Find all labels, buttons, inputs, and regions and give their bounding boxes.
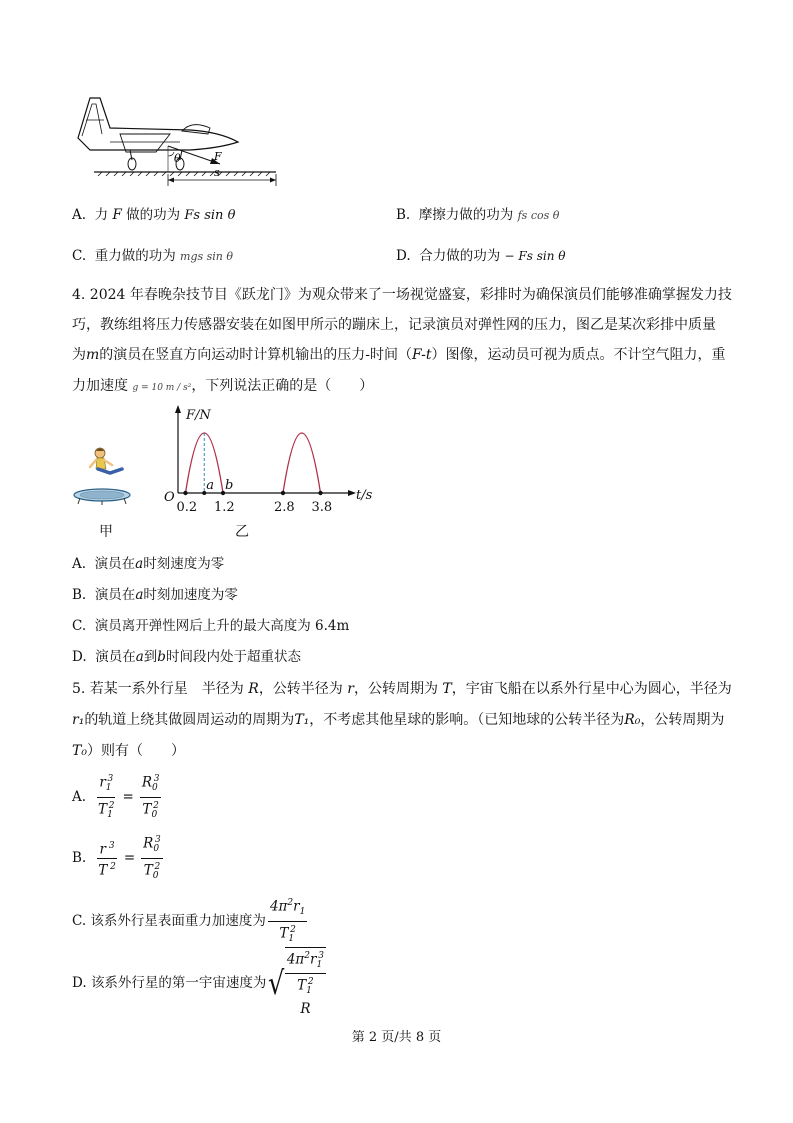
y-axis-label: F/N: [186, 408, 211, 423]
q5-line-1: 5. 若某一系外行星 半径为 R，公转半径为 r，公转周期为 T，宇宙飞船在以系外行星中心为圆心，半径为: [72, 681, 732, 697]
tick-label-0-2: 0.2: [176, 500, 198, 515]
q4-line-4: 力加速度 g = 10 m / s²，下列说法正确的是（ ）: [72, 378, 374, 394]
fig-label-jia: 甲: [99, 524, 113, 540]
q5-option-c: C. 该系外行星表面重力加速度为 $\frac{4\pi^2r_1}{T_1^2}$: [72, 898, 309, 944]
q4-line-1: 4. 2024 年春晚杂技节目《跃龙门》为观众带来了一场视觉盛宴，彩排时为确保演员们能够准确掌握发力技: [72, 287, 732, 303]
q4-option-c: C. 演员离开弹性网后上升的最大高度为 6.4m: [72, 618, 350, 634]
page-footer: 第 2 页/共 8 页: [351, 1030, 442, 1045]
q4-option-b: B. 演员在a时刻加速度为零: [72, 587, 238, 603]
tick-label-2-8: 2.8: [274, 500, 295, 515]
point-a-label: a: [206, 478, 215, 493]
q4-option-a: A. 演员在a时刻速度为零: [72, 556, 225, 572]
q4-line-3: 为m的演员在竖直方向运动时计算机输出的压力-时间（F-t）图像，运动员可视为质点。不计空气阻力，重: [72, 347, 726, 363]
y-axis-arrow: [175, 405, 181, 413]
series-2-curve: [283, 433, 321, 493]
q5-option-b: B. $\frac{r ^3}{T ^2}$ = $\frac{R_0^3}{T_0^2}$: [72, 835, 165, 881]
distance-label: s: [214, 166, 220, 179]
formula-a: $\frac{r_1^3}{T_1^2}$ = $\frac{R_0^3}{T_0^2}$: [94, 771, 163, 822]
tick-label-1-2: 1.2: [214, 500, 235, 515]
theta-label: θ: [174, 152, 181, 165]
data-point: [183, 491, 187, 495]
formula-c: $\frac{4\pi^2r_1}{T_1^2}$: [266, 895, 309, 946]
formula-d: √ $4\pi^2r_1^3$ $T_1^2$ R: [266, 947, 328, 1019]
q5-option-a: A. $\frac{r_1^3}{T_1^2}$ = $\frac{R_0^3}{T_0^2}$: [72, 774, 163, 820]
data-point: [318, 491, 322, 495]
q3-option-d: D. 合力做的功为 − Fs sin θ: [396, 248, 566, 264]
trampoline-figure: [70, 445, 150, 505]
x-axis-arrow: [348, 490, 356, 496]
tick-label-3-8: 3.8: [311, 500, 333, 515]
q5-option-d: D. 该系外行星的第一宇宙速度为 √ $4\pi^2r_1^3$ $T_1^2$ R: [72, 958, 328, 1008]
force-time-chart: [150, 405, 380, 520]
q4-option-d: D. 演员在a到b时间段内处于超重状态: [72, 649, 301, 665]
q4-line-2: 巧，教练组将压力传感器安装在如图甲所示的蹦床上，记录演员对弹性网的压力，图乙是某次彩排中质量: [72, 317, 716, 333]
point-b-label: b: [225, 478, 234, 493]
fig-label-yi: 乙: [235, 524, 249, 540]
q5-line-3: T₀）则有（ ）: [72, 743, 185, 759]
q5-line-2: r₁的轨道上绕其做圆周运动的周期为T₁，不考虑其他星球的影响。（已知地球的公转半径为R₀，公转周期为: [72, 712, 725, 728]
formula-b: $\frac{r ^3}{T ^2}$ = $\frac{R_0^3}{T_0^2}$: [94, 832, 165, 883]
x-axis-label: t/s: [356, 488, 373, 503]
origin-label: O: [164, 490, 175, 505]
q3-option-b: B. 摩擦力做的功为 fs cos θ: [396, 207, 560, 223]
q3-option-c: C. 重力做的功为 mgs sin θ: [72, 248, 234, 264]
airplane-figure: [70, 90, 290, 190]
q3-option-a: A. 力 F 做的功为 Fs sin θ: [72, 207, 236, 223]
force-label: F: [214, 150, 222, 163]
data-point: [281, 491, 285, 495]
